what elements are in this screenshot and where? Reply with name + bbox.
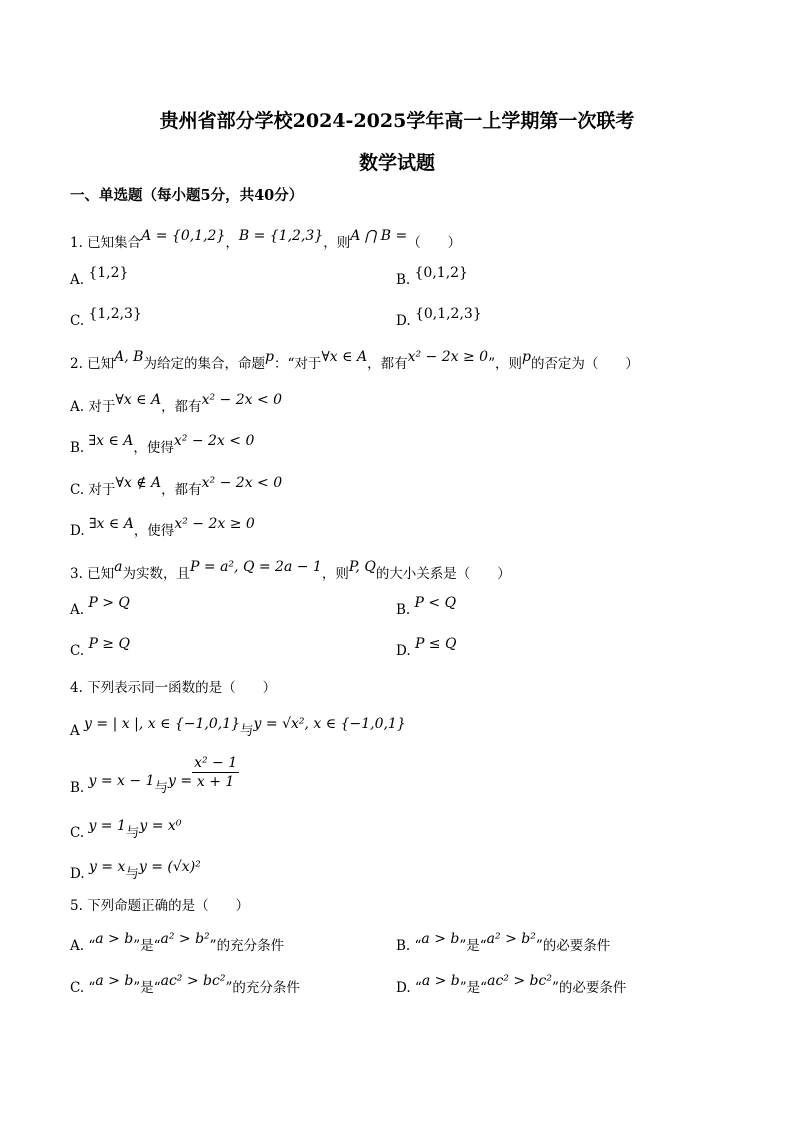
option-label: C. — [70, 825, 85, 841]
option-text: ”的充分条件 — [225, 980, 300, 996]
question-2-option-c — [70, 475, 283, 498]
question-5-option-d — [396, 973, 627, 996]
fraction-numerator: x² − 1 — [194, 755, 238, 771]
option-label: D. — [70, 866, 85, 882]
question-2-text: ，都有 — [367, 356, 408, 372]
option-math: {0,1,2} — [414, 265, 468, 281]
option-text: ”是“ — [133, 980, 161, 996]
answer-blank: （ ） — [407, 235, 462, 251]
option-math: a > b — [421, 931, 460, 947]
punct: ， — [225, 235, 239, 251]
option-math: x² − 2x < 0 — [173, 433, 255, 449]
option-math: ac² > bc² — [160, 973, 226, 989]
option-label: A. “ — [70, 938, 96, 954]
question-2-text: 为给定的集合，命题 — [143, 356, 265, 372]
option-label: A. — [70, 272, 85, 288]
question-2-text: ：“对于 — [273, 356, 322, 372]
option-text: ，都有 — [161, 399, 202, 415]
option-math: {1,2} — [88, 265, 129, 281]
option-math: ∃x ∈ A — [88, 516, 134, 532]
option-math: ∀x ∈ A — [115, 392, 162, 408]
option-text: ”是“ — [459, 980, 488, 996]
option-label: D. — [396, 313, 411, 329]
section-heading-single-choice: 一、单选题（每小题5分，共40分） — [70, 187, 304, 204]
question-1-option-a — [70, 265, 129, 288]
option-label: B. “ — [396, 938, 422, 954]
option-text: ”是“ — [459, 938, 487, 954]
option-text: 与 — [125, 866, 139, 882]
question-3-option-a — [70, 595, 130, 618]
option-text: 与 — [154, 780, 168, 796]
option-text: ，使得 — [133, 440, 174, 456]
question-4-option-a — [70, 716, 406, 739]
math-set-a: A = {0,1,2} — [141, 228, 226, 244]
math-sets: A, B — [114, 349, 144, 365]
option-label: D. — [396, 643, 411, 659]
option-math: ∀x ∉ A — [115, 475, 162, 491]
math-definitions: P = a², Q = 2a − 1 — [190, 559, 322, 575]
math-set-b: B = {1,2,3} — [238, 228, 324, 244]
option-label: B. — [70, 440, 85, 456]
option-math: y = (√x)² — [138, 859, 201, 875]
question-5-option-a — [70, 931, 285, 954]
option-math: P ≥ Q — [88, 636, 130, 652]
option-math: y = 1 — [88, 818, 126, 834]
option-math: y = x — [88, 859, 126, 875]
option-math: ∃x ∈ A — [88, 433, 134, 449]
option-text: ”是“ — [133, 938, 161, 954]
fraction — [192, 754, 239, 791]
option-label: A — [70, 723, 80, 739]
option-math: y = x − 1 — [88, 773, 155, 789]
option-math: x² − 2x ≥ 0 — [174, 516, 255, 532]
option-math: a² > b² — [160, 931, 210, 947]
question-2-option-a — [70, 392, 283, 415]
question-1-option-b — [396, 265, 468, 288]
math-proposition: p — [521, 349, 531, 365]
option-text: ，都有 — [161, 482, 202, 498]
question-2-text: 2. 已知 — [70, 356, 115, 372]
question-4-text: 4. 下列表示同一函数的是（ ） — [70, 680, 277, 696]
math-inequality: x² − 2x ≥ 0 — [407, 349, 489, 365]
question-1-option-c — [70, 306, 142, 329]
option-math: {0,1,2,3} — [414, 306, 482, 322]
option-text: ”的必要条件 — [535, 938, 611, 954]
question-1-text: 1. 已知集合 — [70, 235, 142, 251]
math-proposition: p — [264, 349, 274, 365]
option-math: y = | x |, x ∈ {−1,0,1} — [84, 716, 241, 732]
option-math: y = — [168, 773, 193, 789]
question-3-option-d — [396, 636, 457, 659]
question-5-stem — [70, 894, 249, 914]
math-intersection: A ⋂ B = — [350, 228, 408, 244]
question-4-option-b — [70, 755, 239, 807]
option-text: 与 — [125, 825, 140, 841]
option-math: y = x⁰ — [139, 818, 182, 834]
option-math: a > b — [421, 973, 460, 989]
fraction-denominator: x + 1 — [196, 774, 235, 790]
option-label: C. — [70, 643, 85, 659]
question-3-option-c — [70, 636, 130, 659]
question-3-text: 为实数，且 — [122, 566, 191, 582]
option-label: D. “ — [396, 980, 422, 996]
question-1-stem — [70, 228, 462, 251]
option-label: C. “ — [70, 980, 96, 996]
question-5-option-b — [396, 931, 611, 954]
question-1-option-d — [396, 306, 482, 329]
question-3-text: 3. 已知 — [70, 566, 115, 582]
option-math: {1,2,3} — [88, 306, 142, 322]
math-quantifier: ∀x ∈ A — [321, 349, 368, 365]
option-math: P < Q — [414, 595, 457, 611]
exam-subject-title: 数学试题 — [358, 152, 435, 174]
option-math: P ≤ Q — [414, 636, 457, 652]
question-2-stem — [70, 349, 639, 372]
question-1-text: ，则 — [323, 235, 351, 251]
option-math: x² − 2x < 0 — [201, 392, 283, 408]
option-math: a > b — [95, 931, 134, 947]
option-label: A. — [70, 602, 85, 618]
question-2-option-d — [70, 516, 255, 539]
exam-title: 贵州省部分学校2024-2025学年高一上学期第一次联考 — [159, 110, 635, 132]
question-4-option-d — [70, 859, 201, 882]
question-3-text: 的大小关系是（ ） — [375, 566, 511, 582]
option-math: a > b — [95, 973, 134, 989]
option-text: 与 — [240, 723, 254, 739]
question-3-stem — [70, 559, 511, 582]
option-text: ”的充分条件 — [209, 938, 285, 954]
option-label: B. — [396, 602, 411, 618]
question-2-option-b — [70, 433, 255, 456]
question-5-text: 5. 下列命题正确的是（ ） — [70, 898, 250, 914]
option-label: C. 对于 — [70, 482, 116, 498]
option-text: ，使得 — [133, 523, 175, 539]
option-math: P > Q — [88, 595, 130, 611]
option-label: B. — [396, 272, 411, 288]
option-math: x² − 2x < 0 — [201, 475, 283, 491]
question-4-stem — [70, 676, 276, 696]
question-5-option-c — [70, 973, 300, 996]
question-3-text: ，则 — [321, 566, 349, 582]
question-2-text: 的否定为（ ） — [530, 356, 639, 372]
option-label: D. — [70, 523, 85, 539]
option-label: B. — [70, 780, 85, 796]
option-math: y = √x², x ∈ {−1,0,1} — [253, 716, 406, 732]
question-4-option-c — [70, 818, 182, 841]
option-math: a² > b² — [486, 931, 536, 947]
math-variable: a — [114, 559, 123, 575]
option-text: ”的必要条件 — [551, 980, 627, 996]
math-variables: P, Q — [348, 559, 376, 575]
question-3-option-b — [396, 595, 457, 618]
option-math: ac² > bc² — [487, 973, 552, 989]
question-2-text: ”，则 — [488, 356, 522, 372]
option-label: A. 对于 — [70, 399, 116, 415]
option-label: C. — [70, 313, 85, 329]
